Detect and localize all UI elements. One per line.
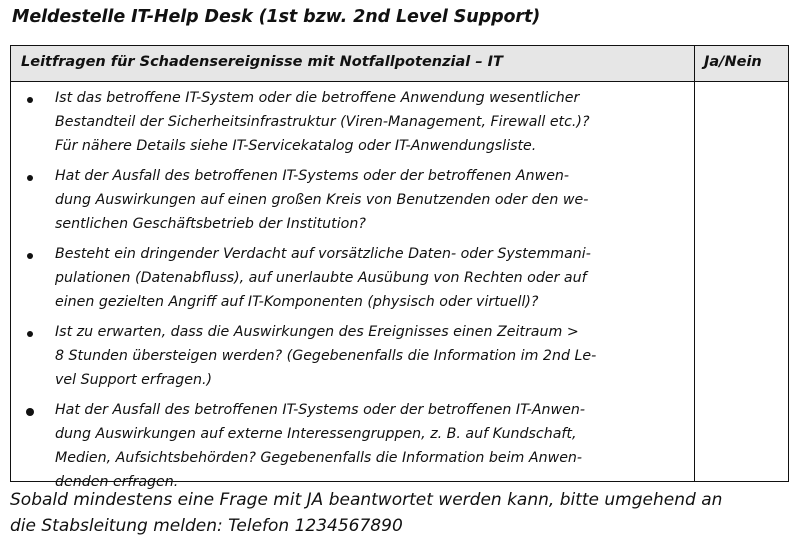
question-line: Besteht ein dringender Verdacht auf vorsätzliche Daten- oder Systemmani- [55,246,591,262]
question-item-external-stakeholders [11,394,694,496]
question-line: Bestandteil der Sicherheitsinfrastruktur (Viren-Management, Firewall etc.)? [55,114,590,130]
question-line: sentlichen Geschäftsbetrieb der Institution? [55,216,366,232]
question-line: vel Support erfragen.) [55,372,213,388]
question-line: Hat der Ausfall des betroffenen IT-Systems oder der betroffenen IT-Anwen- [55,402,585,418]
header-yes-no-label: Ja/Nein [704,54,762,70]
question-item-security-infrastructure [11,82,694,160]
question-list [11,82,694,496]
question-line: denden erfragen. [55,474,179,490]
footer-line: die Stabsleitung melden: Telefon 1234567890 [10,516,403,536]
table-header-row [11,46,788,82]
question-line: Medien, Aufsichtsbehörden? Gegebenenfalls die Information beim Anwen- [55,450,583,466]
question-line: einen gezielten Angriff auf IT-Komponenten (physisch oder virtuell)? [55,294,539,310]
bullet-icon [27,253,33,259]
question-line: pulationen (Datenabfluss), auf unerlaubte Ausübung von Rechten oder auf [55,270,587,286]
question-line: Hat der Ausfall des betroffenen IT-Systems oder der betroffenen Anwen- [55,168,570,184]
question-item-duration [11,316,694,394]
escalation-instruction [10,487,795,539]
header-questions-label: Leitfragen für Schadensereignisse mit Notfallpotenzial – IT [21,54,503,70]
question-line: Für nähere Details siehe IT-Servicekatalog oder IT-Anwendungsliste. [55,138,537,154]
bullet-icon [27,175,33,181]
guiding-questions-table [10,45,789,490]
footer-line: Sobald mindestens eine Frage mit JA beantwortet werden kann, bitte umgehend an [10,490,723,510]
column-divider [694,46,695,481]
bullet-icon [26,408,34,416]
question-line: dung Auswirkungen auf externe Interessengruppen, z. B. auf Kundschaft, [55,426,577,442]
question-line: 8 Stunden übersteigen werden? (Gegebenenfalls die Information im 2nd Le- [55,348,597,364]
question-line: dung Auswirkungen auf einen großen Kreis von Benutzenden oder den we- [55,192,589,208]
question-item-user-impact [11,160,694,238]
bullet-icon [27,97,33,103]
question-item-manipulation-suspicion [11,238,694,316]
document-title: Meldestelle IT-Help Desk (1st bzw. 2nd Level Support) [12,7,541,27]
bullet-icon [27,331,33,337]
question-line: Ist zu erwarten, dass die Auswirkungen des Ereignisses einen Zeitraum > [55,324,579,340]
question-line: Ist das betroffene IT-System oder die betroffene Anwendung wesentlicher [55,90,580,106]
